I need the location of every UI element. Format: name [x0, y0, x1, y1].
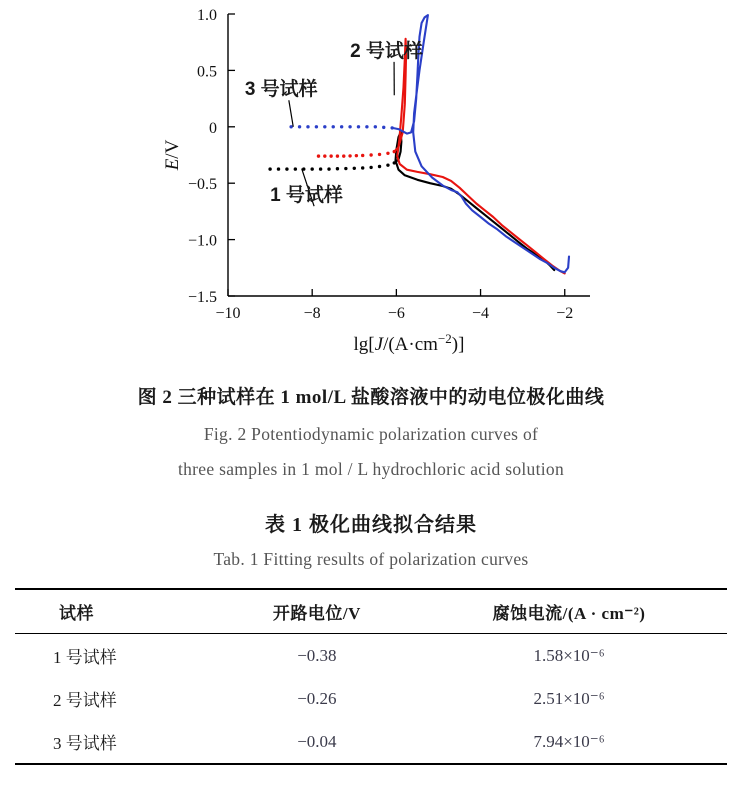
data-point	[332, 125, 335, 128]
x-tick-label: −8	[303, 305, 321, 322]
table-header-ocp: 开路电位/V	[272, 604, 361, 624]
chart-annotations	[245, 39, 423, 206]
data-point	[319, 167, 322, 170]
cell-icorr: 1.58×10⁻⁶	[533, 645, 605, 665]
cell-ocp: −0.26	[297, 688, 337, 708]
y-axis-label: E/V	[162, 139, 183, 171]
data-point	[348, 125, 351, 128]
table-header-row	[15, 589, 727, 634]
data-point	[353, 167, 356, 170]
series-3	[289, 15, 569, 272]
table-row	[15, 677, 727, 720]
data-point	[369, 153, 372, 156]
data-point	[378, 165, 381, 168]
table-title-en: Tab. 1 Fitting results of polarization curves	[213, 549, 529, 570]
data-point	[294, 167, 297, 170]
data-point	[342, 154, 345, 157]
cell-ocp: −0.04	[297, 731, 337, 751]
data-point	[298, 125, 301, 128]
y-tick-label: 0	[209, 119, 217, 137]
y-tick-label: 0.5	[197, 63, 217, 81]
y-tick-label: −1.5	[187, 289, 217, 306]
data-point	[317, 154, 320, 157]
annotation-label: 2 号试样	[350, 40, 423, 62]
table-header-sample: 试样	[59, 604, 94, 624]
data-point	[361, 166, 364, 169]
data-point	[285, 167, 288, 170]
y-tick-label: 1.0	[197, 7, 217, 24]
x-tick-label: −2	[556, 305, 574, 322]
cell-icorr: 7.94×10⁻⁶	[533, 731, 605, 751]
x-axis-label: $\lg[J/(A\cdot cm^{-2})]$	[353, 330, 465, 355]
x-tick-label: −4	[472, 305, 490, 322]
cell-icorr: 2.51×10⁻⁶	[533, 688, 605, 708]
data-point	[357, 125, 360, 128]
cell-sample: 2 号试样	[53, 691, 117, 711]
data-point	[374, 125, 377, 128]
data-point	[315, 125, 318, 128]
data-point	[310, 167, 313, 170]
y-tick-label: −0.5	[187, 176, 217, 194]
data-point	[277, 167, 280, 170]
table-header-icorr: 腐蚀电流/(A · cm⁻²)	[492, 604, 646, 624]
data-point	[329, 154, 332, 157]
data-point	[365, 125, 368, 128]
polarization-curve-chart	[0, 0, 742, 370]
table-body	[15, 634, 727, 765]
data-point	[369, 166, 372, 169]
figure-block	[0, 0, 742, 370]
table-row	[15, 634, 727, 678]
table-row	[15, 720, 727, 764]
figure-caption-en-line2: three samples in 1 mol / L hydrochloric acid solution	[177, 458, 565, 479]
annotation-label: 3 号试样	[244, 79, 318, 101]
data-point	[268, 167, 271, 170]
data-point	[348, 154, 351, 157]
data-point	[386, 163, 389, 166]
data-point	[323, 125, 326, 128]
cell-ocp: −0.38	[297, 645, 337, 665]
table-title-cn: 表 1 极化曲线拟合结果	[265, 514, 477, 537]
figure-caption-en-line1: Fig. 2 Potentiodynamic polarization curves of	[203, 423, 539, 444]
cell-sample: 3 号试样	[53, 734, 117, 754]
data-point	[378, 153, 381, 156]
x-tick-label: −6	[387, 305, 405, 322]
data-point	[361, 154, 364, 157]
annotation-label: 1 号试样	[270, 185, 343, 207]
data-point	[327, 167, 330, 170]
data-point	[336, 154, 339, 157]
y-tick-label: −1.0	[187, 232, 217, 250]
data-point	[386, 152, 389, 155]
data-point	[336, 167, 339, 170]
x-tick-label: −10	[215, 305, 241, 322]
annotation-leader-line	[289, 100, 293, 127]
series-2	[317, 39, 565, 274]
figure-caption-cn: 图 2 三种试样在 1 mol/L 盐酸溶液中的动电位极化曲线	[137, 387, 605, 408]
data-point	[355, 154, 358, 157]
data-point	[344, 167, 347, 170]
cell-sample: 1 号试样	[53, 648, 117, 668]
data-point	[289, 125, 292, 128]
data-point	[306, 125, 309, 128]
data-point	[382, 126, 385, 129]
data-point	[323, 154, 326, 157]
fitting-results-table	[15, 588, 727, 765]
data-point	[340, 125, 343, 128]
table-header	[15, 589, 727, 634]
